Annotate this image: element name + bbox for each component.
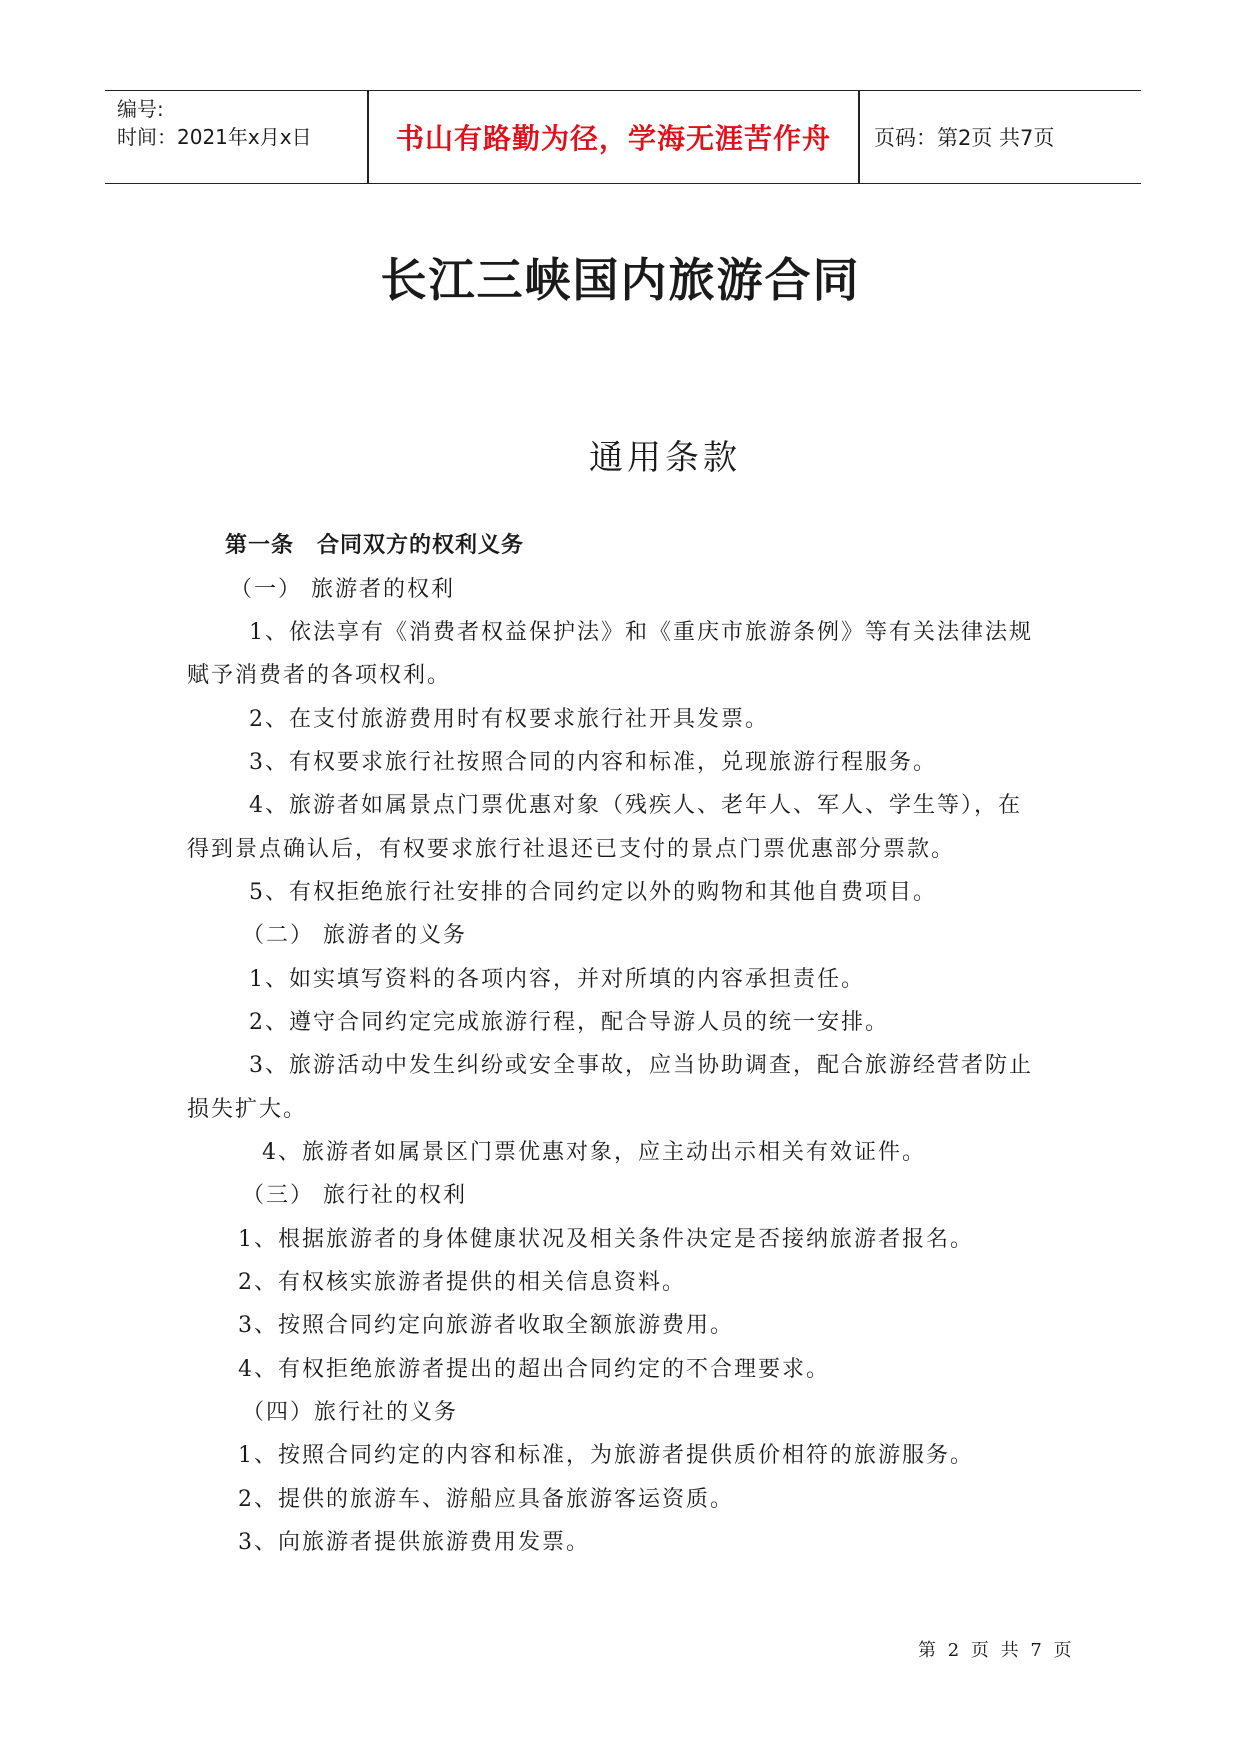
paragraph-line: 得到景点确认后，有权要求旅行社退还已支付的景点门票优惠部分票款。 (187, 837, 956, 862)
article-heading: 第一条 合同双方的权利义务 (225, 533, 525, 558)
page-footer: 第 2 页 共 7 页 (918, 1640, 1075, 1661)
subsection-heading: （一） 旅游者的权利 (230, 577, 455, 602)
paragraph-line: 2、提供的旅游车、游船应具备旅游客运资质。 (238, 1487, 734, 1512)
header-meta (117, 95, 367, 151)
paragraph-line: 2、有权核实旅游者提供的相关信息资料。 (238, 1270, 686, 1295)
paragraph-line: 5、有权拒绝旅行社安排的合同约定以外的购物和其他自费项目。 (249, 880, 937, 905)
header-motto: 书山有路勤为径，学海无涯苦作舟 (395, 122, 831, 155)
subsection-heading: （二） 旅游者的义务 (242, 923, 467, 948)
paragraph-line: 4、旅游者如属景区门票优惠对象，应主动出示相关有效证件。 (262, 1140, 926, 1165)
paragraph-line: 3、有权要求旅行社按照合同的内容和标准，兑现旅游行程服务。 (249, 750, 937, 775)
paragraph-line: 2、遵守合同约定完成旅游行程，配合导游人员的统一安排。 (249, 1010, 889, 1035)
paragraph-line: 4、旅游者如属景点门票优惠对象（残疾人、老年人、军人、学生等），在 (249, 793, 1022, 818)
paragraph-line: 4、有权拒绝旅游者提出的超出合同约定的不合理要求。 (238, 1357, 830, 1382)
page-header (105, 90, 1141, 184)
subsection-heading: （三） 旅行社的权利 (242, 1183, 467, 1208)
section-title: 通用条款 (589, 438, 741, 478)
paragraph-line: 3、旅游活动中发生纠纷或安全事故，应当协助调查，配合旅游经营者防止 (249, 1053, 1033, 1078)
paragraph-line: 1、根据旅游者的身体健康状况及相关条件决定是否接纳旅游者报名。 (238, 1227, 974, 1252)
paragraph-line: 赋予消费者的各项权利。 (187, 663, 452, 688)
paragraph-line: 3、向旅游者提供旅游费用发票。 (238, 1530, 590, 1555)
document-time-label: 时间：2021年x月x日 (117, 125, 312, 149)
subsection-heading: （四）旅行社的义务 (242, 1400, 459, 1425)
paragraph-line: 1、按照合同约定的内容和标准，为旅游者提供质价相符的旅游服务。 (238, 1443, 974, 1468)
paragraph-line: 3、按照合同约定向旅游者收取全额旅游费用。 (238, 1313, 734, 1338)
header-page-code: 页码：第2页 共7页 (874, 126, 1055, 150)
paragraph-line: 损失扩大。 (187, 1097, 308, 1122)
document-title: 长江三峡国内旅游合同 (380, 253, 861, 307)
document-number-label: 编号: (117, 97, 164, 121)
paragraph-line: 1、如实填写资料的各项内容，并对所填的内容承担责任。 (249, 967, 865, 992)
paragraph-line: 1、依法享有《消费者权益保护法》和《重庆市旅游条例》等有关法律法规 (249, 620, 1033, 645)
paragraph-line: 2、在支付旅游费用时有权要求旅行社开具发票。 (249, 707, 769, 732)
